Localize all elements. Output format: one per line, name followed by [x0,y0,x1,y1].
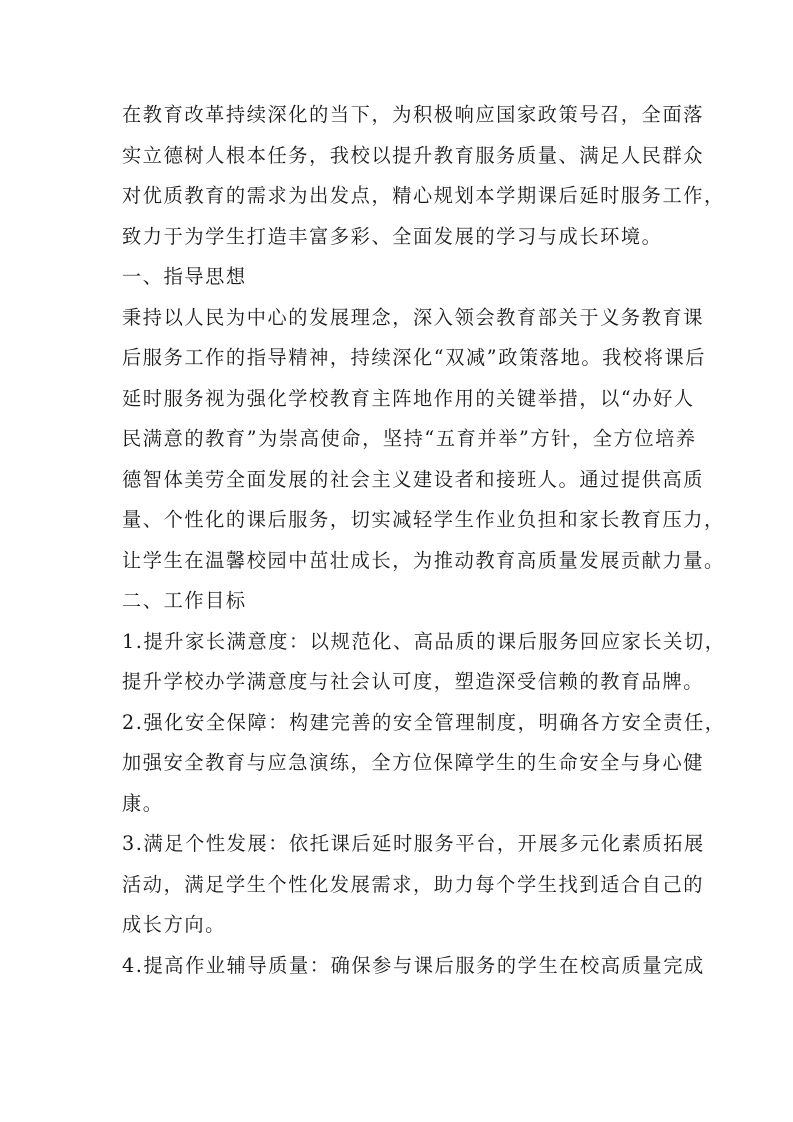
text-line: 让学生在温馨校园中茁壮成长，为推动教育高质量发展贡献力量。 [122,548,725,572]
text-line: 提升学校办学满意度与社会认可度，塑造深受信赖的教育品牌。 [122,670,705,693]
text-line: 后服务工作的指导精神，持续深化“双减”政策落地。我校将课后 [122,346,707,369]
goal-item-3 [122,829,705,951]
goal-item-2 [122,708,726,830]
text-line: 2.强化安全保障：构建完善的安全管理制度，明确各方安全责任， [122,710,726,734]
text-line: 加强安全教育与应急演练，全方位保障学生的生命安全与身心健 [122,751,705,774]
text-line: 实立德树人根本任务，我校以提升教育服务质量、满足人民群众 [122,143,705,167]
text-line: 德智体美劳全面发展的社会主义建设者和接班人。通过提供高质 [122,467,705,491]
text-line: 康。 [122,791,164,815]
goal-item-4 [122,951,705,992]
intro-paragraph [122,100,725,262]
text-line: 对优质教育的需求为出发点，精心规划本学期课后延时服务工作， [122,184,725,207]
goal-item-1 [122,627,726,708]
text-line: 延时服务视为强化学校教育主阵地作用的关键举措，以“办好人 [122,386,695,410]
text-line: 成长方向。 [122,913,226,936]
text-line: 民满意的教育”为崇高使命，坚持“五育并举”方针，全方位培养 [122,427,697,450]
text-line: 4.提高作业辅导质量：确保参与课后服务的学生在校高质量完成 [122,953,705,977]
text-line: 致力于为学生打造丰富多彩、全面发展的学习与成长环境。 [122,224,663,248]
guiding-ideology-paragraph [122,303,725,587]
text-line: 在教育改革持续深化的当下，为积极响应国家政策号召，全面落 [122,103,705,126]
section-heading-guiding-ideology: 一、指导思想 [122,265,247,288]
text-line: 1.提升家长满意度：以规范化、高品质的课后服务回应家长关切， [122,629,726,653]
section-heading-work-goals: 二、工作目标 [122,589,247,612]
text-line: 量、个性化的课后服务，切实减轻学生作业负担和家长教育压力， [122,508,725,531]
text-line: 秉持以人民为中心的发展理念，深入领会教育部关于义务教育课 [122,305,705,329]
document-body [122,100,726,991]
text-line: 活动，满足学生个性化发展需求，助力每个学生找到适合自己的 [122,872,705,896]
text-line: 3.满足个性发展：依托课后延时服务平台，开展多元化素质拓展 [122,832,705,855]
